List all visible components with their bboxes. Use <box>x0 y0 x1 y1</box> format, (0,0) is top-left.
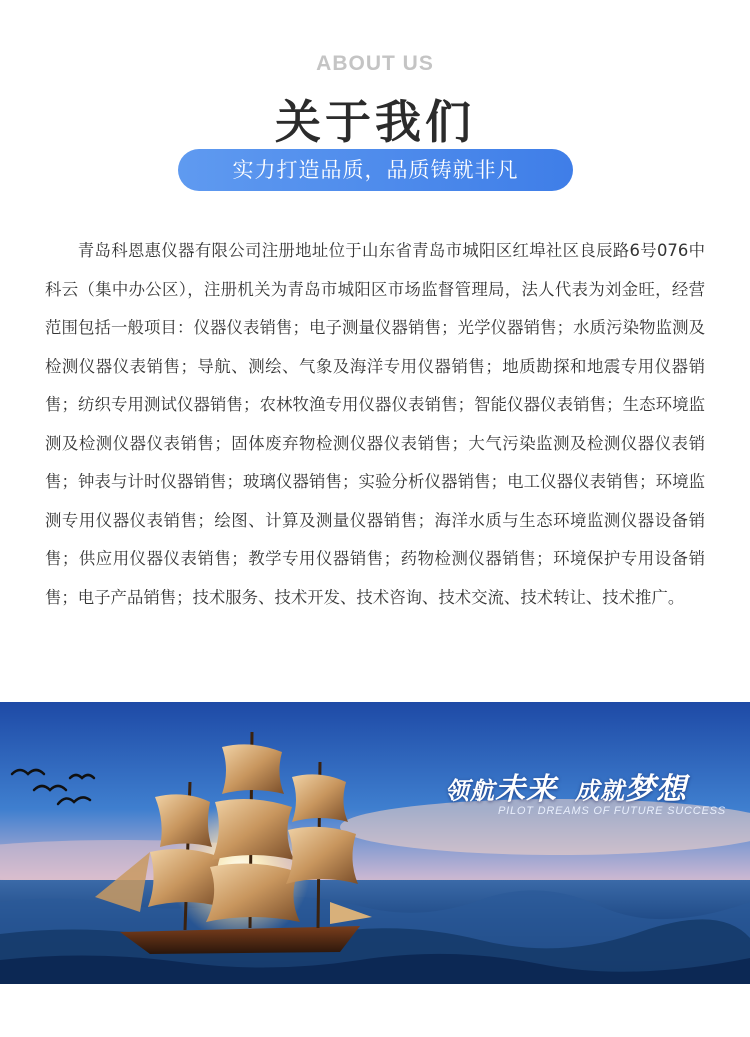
banner-slogan-part1: 领航 <box>445 777 495 805</box>
slogan-banner: 实力打造品质，品质铸就非凡 <box>178 149 573 191</box>
banner-slogan-part2: 未来 <box>495 772 557 807</box>
banner-slogan-part4: 梦想 <box>625 772 687 807</box>
banner-slogan <box>445 764 687 808</box>
banner-illustration <box>0 702 750 984</box>
banner-subtitle: PILOT DREAMS OF FUTURE SUCCESS <box>498 805 726 817</box>
about-us-title: 关于我们 <box>275 95 475 149</box>
sailing-ship-banner <box>0 702 750 984</box>
company-introduction: 青岛科恩惠仪器有限公司注册地址位于山东省青岛市城阳区红埠社区良辰路6号076中科云（集中办公区），注册机关为青岛市城阳区市场监督管理局，法人代表为刘金旺，经营范围包括一般项目：仪器仪表销售；电子测量仪器销售；光学仪器销售；水质污染物监测及检测仪器仪表销售；导航、测绘、气象及海洋专用仪器销售；地质勘探和地震专用仪器销售；纺织专用测试仪器销售；农林牧渔专用仪器仪表销售；智能仪器仪表销售；生态环境监测及检测仪器仪表销售；固体废弃物检测仪器仪表销售；大气污染监测及检测仪器仪表销售；钟表与计时仪器销售；玻璃仪器销售；实验分析仪器销售；电工仪器仪表销售；环境监测专用仪器仪表销售；绘图、计算及测量仪器销售；海洋水质与生态环境监测仪器设备销售；供应用仪器仪表销售；教学专用仪器销售；药物检测仪器销售；环境保护专用设备销售；电子产品销售；技术服务、技术开发、技术咨询、技术交流、技术转让、技术推广。 <box>45 241 705 607</box>
banner-slogan-part3: 成就 <box>575 777 625 805</box>
about-us-english-title: ABOUT US <box>316 52 434 75</box>
